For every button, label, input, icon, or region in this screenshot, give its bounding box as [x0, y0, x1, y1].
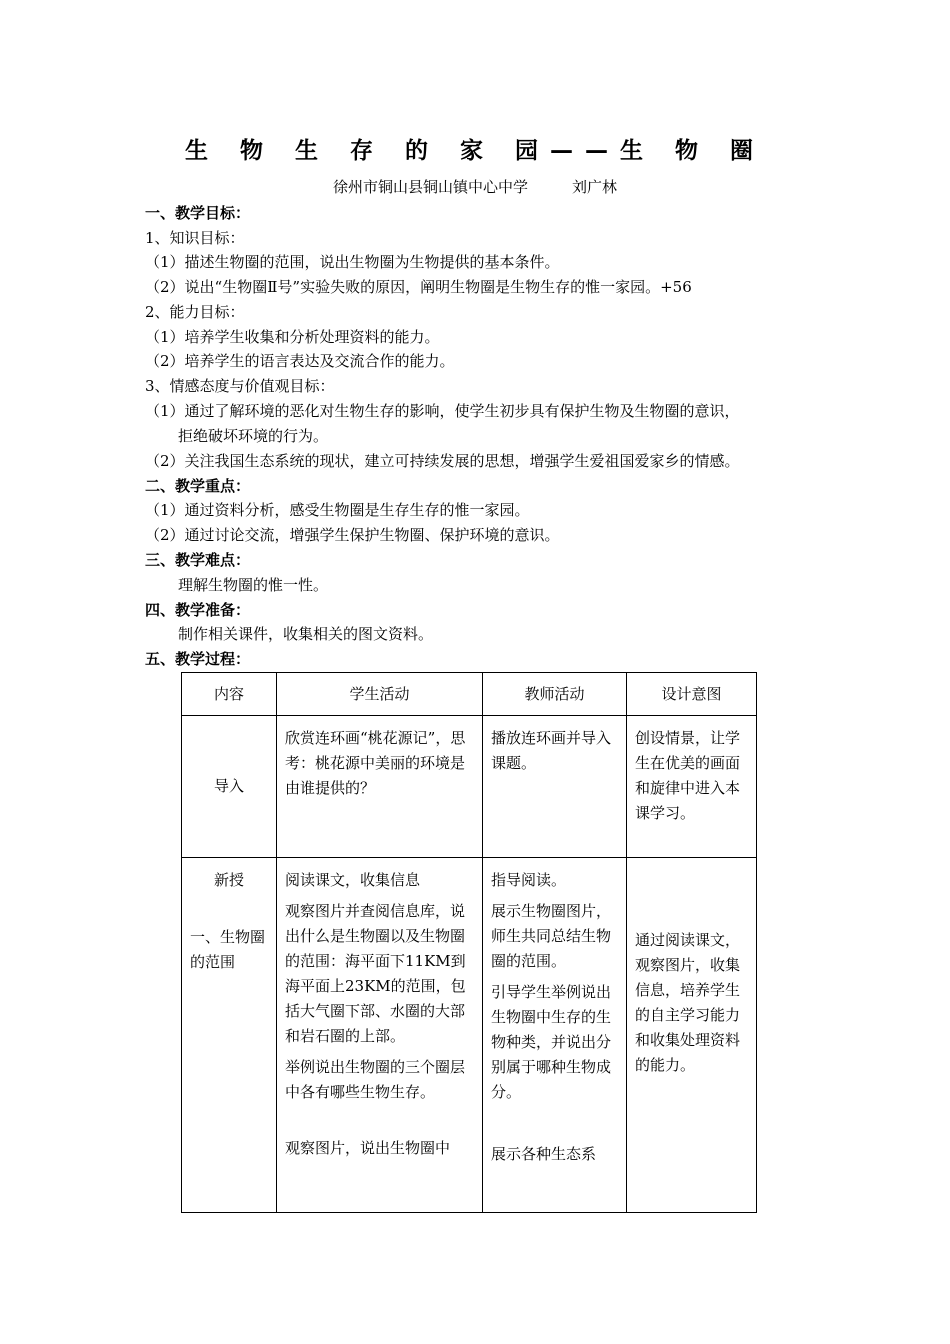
row1-content: 导入 — [182, 716, 277, 858]
header-intent: 设计意图 — [627, 673, 757, 716]
process-table — [181, 672, 757, 1213]
emotion-heading: 3、情感态度与价值观目标： — [145, 377, 335, 395]
row2-content-new: 新授 — [213, 871, 244, 889]
knowledge-heading: 1、知识目标： — [145, 229, 245, 247]
row1-intent: 创设情景，让学生在优美的画面和旋律中进入本课学习。 — [627, 716, 757, 858]
prep-item-1: 制作相关课件，收集相关的图文资料。 — [178, 625, 434, 643]
row2-teacher — [483, 858, 627, 1213]
author-name: 刘广林 — [572, 178, 618, 196]
table-row — [182, 858, 757, 1213]
row2-student — [277, 858, 483, 1213]
emotion-item-1-cont: 拒绝破坏环境的行为。 — [178, 427, 329, 445]
row2-content-range: 一、生物圈的范围 — [190, 928, 266, 971]
row2-teacher-1: 指导阅读。 — [491, 871, 567, 889]
header-teacher: 教师活动 — [483, 673, 627, 716]
process-heading: 五、教学过程： — [145, 650, 251, 668]
key-item-2: （2）通过讨论交流，增强学生保护生物圈、保护环境的意识。 — [145, 526, 560, 544]
header-student: 学生活动 — [277, 673, 483, 716]
knowledge-item-2: （2）说出“生物圈Ⅱ号”实验失败的原因，阐明生物圈是生物生存的惟一家园。+56 — [145, 278, 692, 296]
emotion-item-2: （2）关注我国生态系统的现状，建立可持续发展的思想，增强学生爱祖国爱家乡的情感。 — [145, 452, 740, 470]
row1-teacher: 播放连环画并导入课题。 — [483, 716, 627, 858]
table-row — [182, 716, 757, 858]
row2-student-2: 观察图片并查阅信息库，说出什么是生物圈以及生物圈的范围：海平面下11KM到海平面上23KM的范围，包括大气圈下部、水圈的大部和岩石圈的上部。 — [285, 902, 466, 1045]
header-content: 内容 — [182, 673, 277, 716]
ability-item-1: （1）培养学生收集和分析处理资料的能力。 — [145, 328, 440, 346]
prep-heading: 四、教学准备： — [145, 601, 251, 619]
ability-heading: 2、能力目标： — [145, 303, 245, 321]
key-heading: 二、教学重点： — [145, 477, 251, 495]
document-title: 生 物 生 存 的 家 园——生 物 圈 — [184, 138, 766, 164]
row2-student-3: 举例说出生物圈的三个圈层中各有哪些生物生存。 — [285, 1058, 466, 1101]
ability-item-2: （2）培养学生的语言表达及交流合作的能力。 — [145, 352, 455, 370]
emotion-item-1: （1）通过了解环境的恶化对生物生存的影响，使学生初步具有保护生物及生物圈的意识， — [145, 402, 740, 420]
row2-teacher-3: 引导学生举例说出生物圈中生存的生物种类，并说出分别属于哪种生物成分。 — [491, 983, 612, 1101]
row2-student-4: 观察图片，说出生物圈中 — [285, 1139, 451, 1157]
goals-heading: 一、教学目标： — [145, 204, 251, 222]
author-school: 徐州市铜山县铜山镇中心中学 — [332, 178, 528, 196]
row1-student: 欣赏连环画“桃花源记”，思考：桃花源中美丽的环境是由谁提供的？ — [277, 716, 483, 858]
key-item-1: （1）通过资料分析，感受生物圈是生存生存的惟一家园。 — [145, 501, 530, 519]
knowledge-item-1: （1）描述生物圈的范围，说出生物圈为生物提供的基本条件。 — [145, 253, 560, 271]
row2-student-1: 阅读课文，收集信息 — [285, 871, 421, 889]
row2-teacher-4: 展示各种生态系 — [491, 1145, 597, 1163]
table-header-row — [182, 673, 757, 716]
difficult-item-1: 理解生物圈的惟一性。 — [178, 576, 329, 594]
author-line — [0, 176, 950, 198]
difficult-heading: 三、教学难点： — [145, 551, 251, 569]
row2-content — [182, 858, 277, 1213]
row2-teacher-2: 展示生物圈图片，师生共同总结生物圈的范围。 — [491, 902, 612, 970]
row2-intent: 通过阅读课文，观察图片，收集信息，培养学生的自主学习能力和收集处理资料的能力。 — [627, 858, 757, 1213]
